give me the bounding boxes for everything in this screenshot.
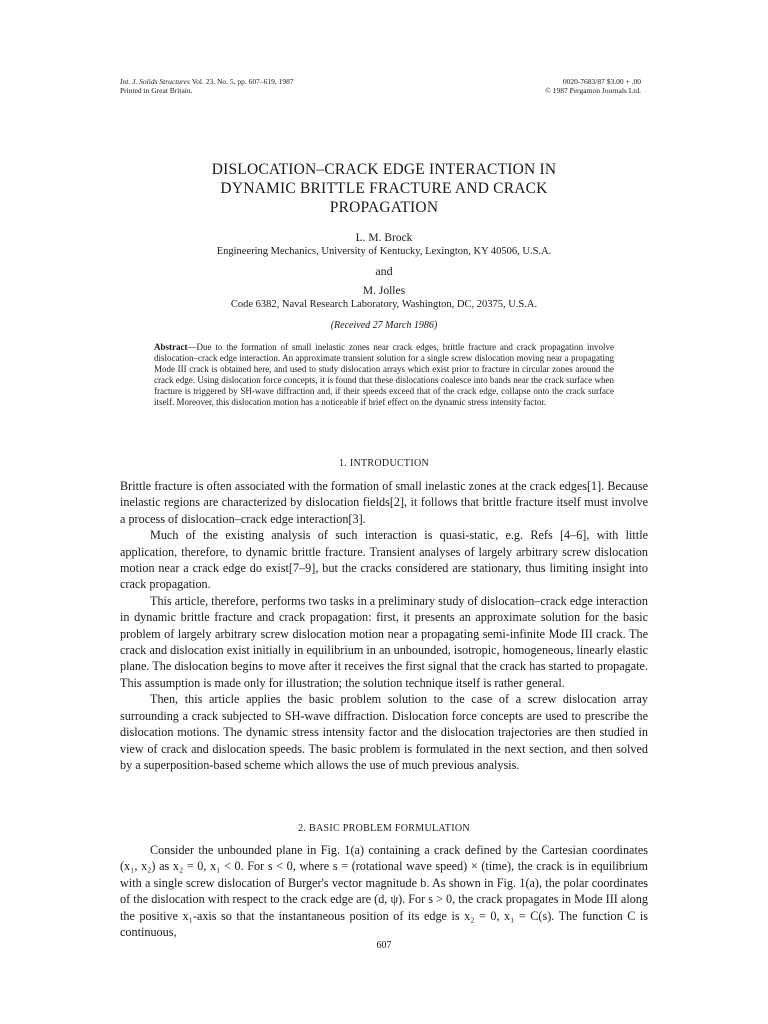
received-date-value: 27 March 1986 — [372, 320, 434, 331]
section-body — [120, 842, 648, 940]
page-number: 607 — [376, 940, 392, 951]
printed-note: Printed in Great Britain. — [120, 86, 193, 95]
copyright-note: © 1987 Pergamon Journals Ltd. — [545, 86, 641, 95]
abstract — [154, 342, 614, 407]
title-line: DYNAMIC BRITTLE FRACTURE AND CRACK — [220, 180, 548, 197]
abstract-text: —Due to the formation of small inelastic zones near crack edges, brittle fracture and crack propagation involve dislocation–crack edge interaction. An approximate transient solution for a single screw dislocation moving near a propagating Mode III crack is obtained here, and used to study dislocation arrays which exist prior to fracture in circular zones around the crack edge. Using dislocation force concepts, it is found that these dislocations coalesce into bands near the crack surface when fracture is triggered by SH-wave diffraction and, if their speeds exceed that of the crack edge, collapse onto the crack surface itself. Moreover, this dislocation motion has a noticeable if brief effect on the dynamic stress intensity factor. — [154, 342, 614, 407]
received-prefix: (Received — [330, 320, 371, 331]
paragraph: Consider the unbounded plane in Fig. 1(a) containing a crack defined by the Cartesian coordinates (x₁, x₂) as x₂ = 0, x₁ < 0. For s < 0, where s = (rotational wave speed) × (time), the crack is in equilibrium with a single screw dislocation of Burger's vector magnitude b. As shown in Fig. 1(a), the polar coordinates of the dislocation with respect to the crack edge are (d, ψ). For s > 0, the crack propagates in Mode III along the positive x₁-axis so that the instantaneous position of its edge is x₂ = 0, x₁ = C(s). The function C is continuous, — [120, 843, 648, 940]
paper-title — [120, 160, 648, 217]
journal-citation: Vol. 23, No. 5, pp. 607–619, 1987 — [191, 77, 294, 86]
title-line: DISLOCATION–CRACK EDGE INTERACTION IN — [211, 161, 557, 178]
section-heading: 2. BASIC PROBLEM FORMULATION — [298, 823, 470, 834]
running-header-right — [545, 77, 641, 95]
author-name: L. M. Brock — [355, 232, 413, 244]
received-suffix: ) — [433, 320, 438, 331]
paragraph: This article, therefore, performs two tasks in a preliminary study of dislocation–crack edge interaction in dynamic brittle fracture and crack propagation: first, it presents an approximate solution for the basic problem of largely arbitrary screw dislocation motion near a propagating semi-infinite Mode III crack. The crack and dislocation exist initially in equilibrium in an unbounded, isotropic, homogeneous, linearly elastic plane. The dislocation begins to move after it receives the first signal that the crack has started to propagate. This assumption is made only for illustration; the solution technique itself is rather general. — [120, 593, 648, 690]
running-header-left — [120, 77, 294, 95]
author-affiliation: Engineering Mechanics, University of Kentucky, Lexington, KY 40506, U.S.A. — [216, 246, 552, 257]
author-1 — [120, 232, 648, 258]
section-body — [120, 478, 648, 773]
journal-code: 0020-7683/87 $3.00 + .00 — [562, 77, 641, 86]
author-name: M. Jolles — [362, 285, 406, 297]
title-line: PROPAGATION — [329, 199, 439, 216]
paragraph: Much of the existing analysis of such interaction is quasi-static, e.g. Refs [4–6], with little application, therefore, to dynamic brittle fracture. Transient analyses of largely arbitrary screw dislocation motion near a crack edge do exist[7–9], but the cracks considered are stationary, thus limiting insight into crack propagation. — [120, 528, 648, 592]
abstract-label: Abstract — [154, 342, 188, 352]
paragraph: Brittle fracture is often associated with the formation of small inelastic zones at the crack edges[1]. Because inelastic regions are characterized by dislocation fields[2], it follows that brittle fracture itself must involve a process of dislocation–crack edge interaction[3]. — [120, 479, 648, 526]
and-separator: and — [375, 264, 393, 278]
journal-name: Int. J. Solids Structures — [120, 77, 190, 86]
section-heading: 1. INTRODUCTION — [338, 458, 430, 469]
author-2 — [120, 285, 648, 311]
paragraph: Then, this article applies the basic problem solution to the case of a screw dislocation array surrounding a crack subjected to SH-wave diffraction. Dislocation force concepts are used to prescribe the dislocation motions. The dynamic stress intensity factor and the dislocation trajectories are then studied in view of crack and dislocation speeds. The basic problem is formulated in the next section, and then solved by a superposition-based scheme which allows the use of much previous analysis. — [120, 692, 648, 772]
author-affiliation: Code 6382, Naval Research Laboratory, Washington, DC, 20375, U.S.A. — [230, 299, 538, 310]
received-date — [120, 320, 648, 331]
